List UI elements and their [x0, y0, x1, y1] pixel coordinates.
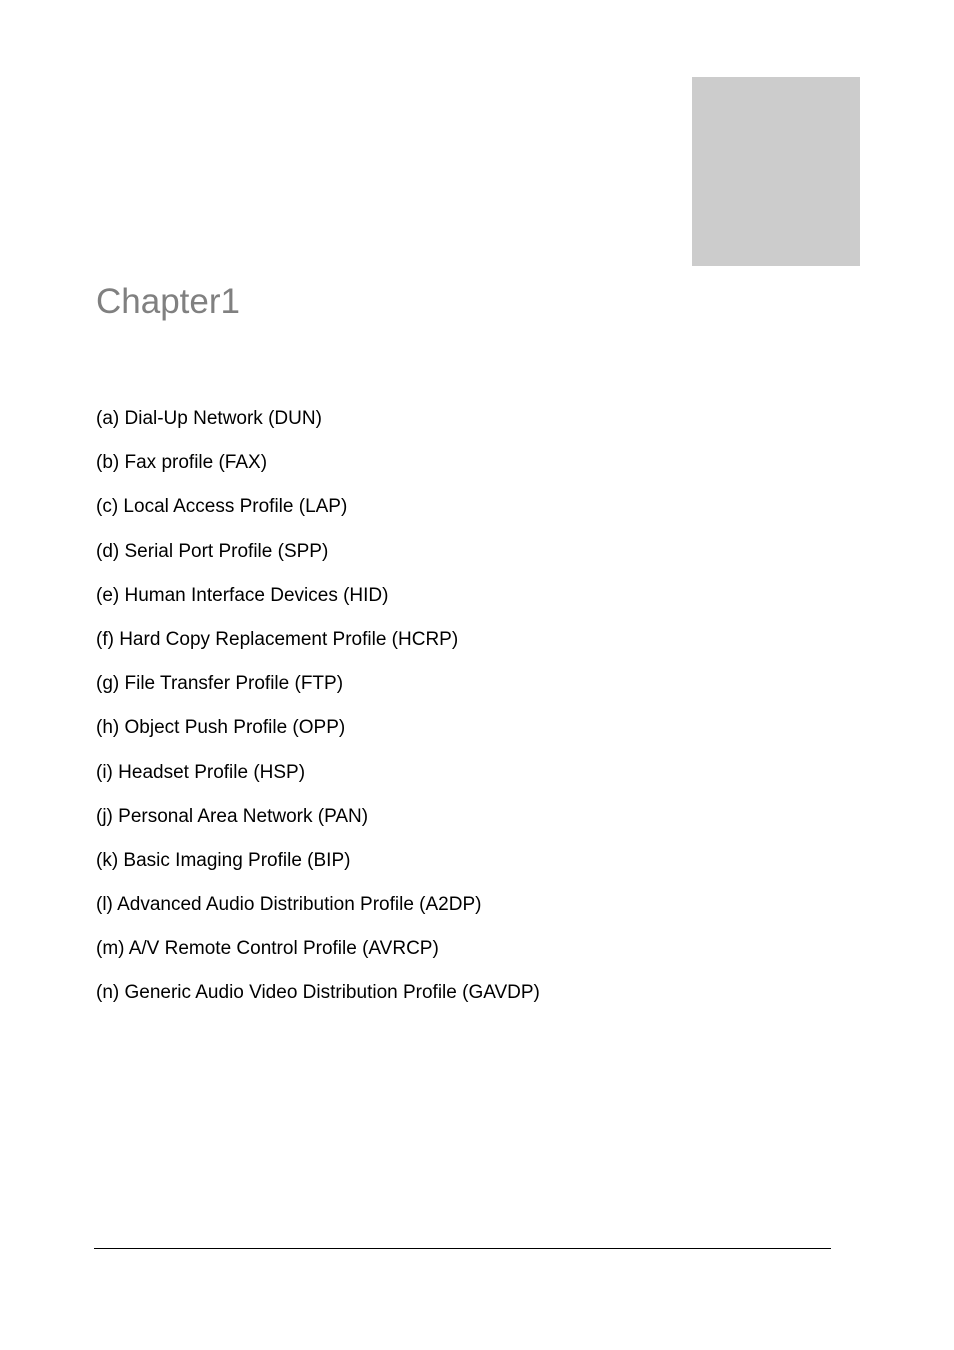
list-item: (b) Fax profile (FAX) — [96, 452, 268, 474]
list-item: (c) Local Access Profile (LAP) — [96, 496, 348, 518]
chapter-tab-block — [692, 77, 860, 266]
list-item: (m) A/V Remote Control Profile (AVRCP) — [96, 938, 439, 960]
chapter-title: Chapter1 — [96, 282, 240, 321]
list-item: (f) Hard Copy Replacement Profile (HCRP) — [96, 628, 459, 650]
list-item: (g) File Transfer Profile (FTP) — [96, 673, 344, 695]
footer-divider — [94, 1248, 831, 1249]
list-item: (k) Basic Imaging Profile (BIP) — [96, 849, 351, 871]
list-item: (j) Personal Area Network (PAN) — [96, 805, 369, 827]
list-item: (e) Human Interface Devices (HID) — [96, 584, 389, 606]
list-item: (l) Advanced Audio Distribution Profile (A2DP) — [96, 894, 482, 916]
profile-list — [96, 406, 540, 1025]
list-item: (a) Dial-Up Network (DUN) — [96, 408, 322, 429]
list-item: (n) Generic Audio Video Distribution Profile (GAVDP) — [96, 982, 540, 1004]
list-item: (i) Headset Profile (HSP) — [96, 761, 306, 783]
list-item: (h) Object Push Profile (OPP) — [96, 717, 346, 739]
list-item: (d) Serial Port Profile (SPP) — [96, 540, 329, 562]
